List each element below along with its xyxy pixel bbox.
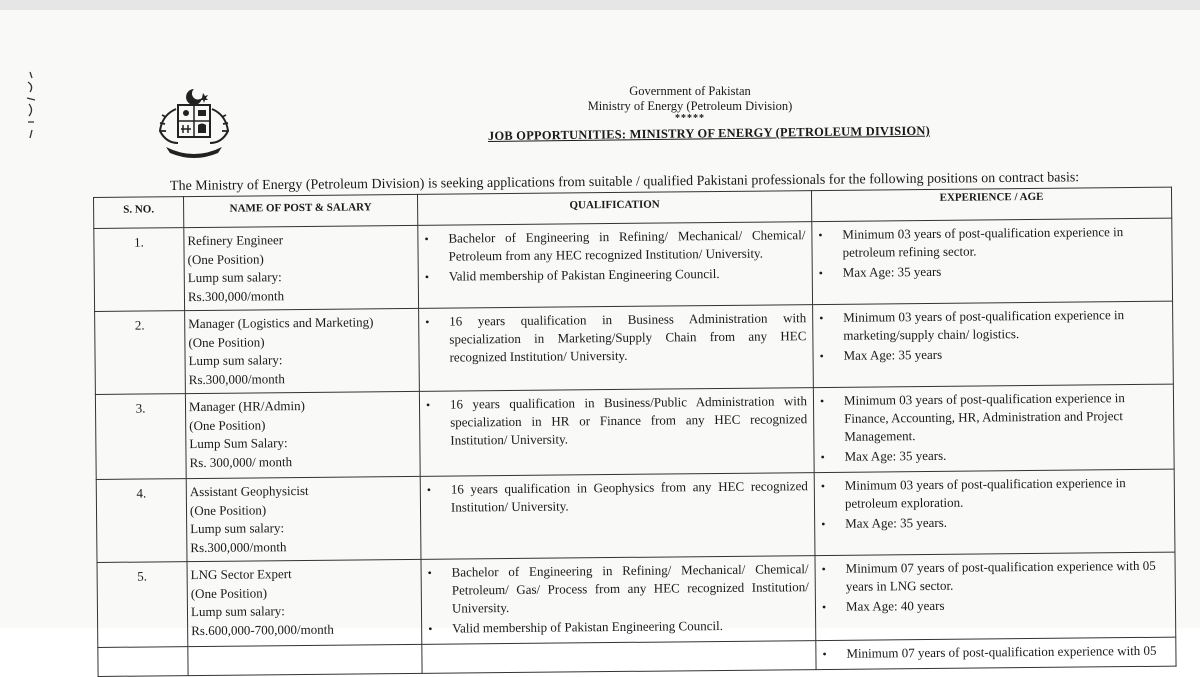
qualification-list [425, 309, 807, 367]
serial-number-cell: 4. [96, 479, 187, 563]
experience-cell [813, 301, 1174, 387]
post-salary-cell [186, 476, 421, 561]
document-title: JOB OPPORTUNITIES: MINISTRY OF ENERGY (PETROLEUM DIVISION) [487, 123, 931, 143]
bullet-icon: • [819, 348, 824, 364]
qualification-item [427, 477, 808, 517]
qualification-cell [419, 305, 814, 392]
qualification-cell [421, 556, 816, 645]
qualification-cell [418, 222, 813, 309]
experience-text: Max Age: 40 years [845, 597, 945, 614]
positions-table-wrapper [93, 187, 1176, 677]
qualification-cell [422, 641, 816, 674]
qualification-text: 16 years qualification in Business Administration with specialization in Marketing/Supply Chain from any HEC recognized Institution/ University. [449, 310, 807, 365]
qualification-text: Bachelor of Engineering in Refining/ Mechanical/ Chemical/ Petroleum from any HEC recognized Institution/ University. [448, 227, 806, 264]
experience-text: Minimum 03 years of post-qualification experience in Finance, Accounting, HR, Administration and Project Management. [843, 390, 1125, 444]
bullet-icon: • [818, 227, 823, 243]
column-header-post: NAME OF POST & SALARY [184, 194, 418, 227]
experience-list [818, 223, 1166, 282]
post-line: (One Position) [189, 501, 267, 518]
serial-number-cell: 3. [95, 394, 186, 480]
experience-cell [816, 637, 1176, 669]
post-line: Lump sum salary: [190, 520, 285, 537]
experience-text: Max Age: 35 years. [845, 514, 948, 531]
qualification-list [428, 560, 810, 638]
bullet-icon: • [428, 621, 433, 636]
bullet-icon: • [819, 393, 825, 409]
post-line: (One Position) [188, 333, 265, 350]
bullet-icon: • [821, 516, 826, 532]
qualification-item [428, 560, 810, 618]
bullet-icon: • [818, 265, 824, 281]
government-emblem-logo [150, 85, 238, 163]
experience-cell [815, 552, 1176, 640]
qualification-item [426, 392, 808, 450]
experience-text: Minimum 03 years of post-qualification experience in petroleum refining sector. [842, 224, 1124, 260]
serial-number-cell [98, 647, 188, 677]
serial-number-cell: 1. [94, 228, 185, 312]
bullet-icon: • [425, 314, 430, 329]
experience-item [819, 261, 1166, 282]
post-line: LNG Sector Expert [190, 566, 292, 583]
handwritten-marks [22, 70, 46, 150]
post-line: Rs.300,000/month [187, 287, 285, 304]
experience-item [822, 642, 1169, 663]
post-salary-cell [187, 559, 422, 646]
experience-item [822, 557, 1169, 596]
post-line: Lump Sum Salary: [189, 435, 288, 452]
table-row [95, 384, 1174, 479]
bullet-icon: • [427, 565, 432, 580]
experience-item [821, 512, 1168, 533]
post-salary-cell [185, 391, 420, 478]
qualification-list [424, 226, 806, 286]
experience-item [819, 344, 1166, 365]
bullet-icon: • [820, 449, 825, 465]
serial-number-cell: 5. [97, 562, 188, 648]
scan-top-edge [0, 0, 1200, 10]
experience-text: Max Age: 35 years. [844, 447, 947, 464]
bullet-icon: • [822, 646, 827, 662]
qualification-text: 16 years qualification in Geophysics from any HEC recognized Institution/ University. [450, 478, 808, 515]
experience-item [820, 389, 1168, 446]
experience-cell [813, 384, 1174, 472]
experience-cell [812, 218, 1173, 304]
qualification-item [425, 309, 807, 367]
experience-list [821, 474, 1169, 533]
experience-text: Max Age: 35 years [843, 346, 943, 363]
bullet-icon: • [821, 599, 827, 615]
bullet-icon: • [425, 397, 431, 412]
post-line: Assistant Geophysicist [189, 482, 309, 500]
column-header-qualification: QUALIFICATION [417, 191, 811, 226]
post-line: Refinery Engineer [187, 232, 284, 249]
qualification-list [427, 477, 808, 517]
post-line: Lump sum salary: [190, 603, 285, 620]
table-row [96, 469, 1175, 562]
experience-text: Minimum 03 years of post-qualification experience in petroleum exploration. [844, 475, 1126, 511]
post-line: (One Position) [189, 416, 266, 433]
table-body [94, 218, 1176, 676]
table-row [94, 218, 1173, 311]
post-line: Rs.300,000/month [188, 370, 285, 387]
experience-text: Minimum 07 years of post-qualification experience with 05 years in LNG sector. [845, 557, 1156, 594]
government-heading: Government of Pakistan [629, 84, 751, 98]
qualification-text: Valid membership of Pakistan Engineering Council. [448, 265, 720, 284]
qualification-item [425, 264, 806, 286]
qualification-item [428, 616, 809, 638]
experience-item [821, 474, 1168, 513]
post-line: (One Position) [190, 584, 268, 601]
ministry-heading: Ministry of Energy (Petroleum Division) [587, 99, 793, 113]
post-salary-cell [184, 225, 419, 310]
experience-item [820, 445, 1167, 466]
experience-list [819, 306, 1167, 365]
experience-cell [814, 469, 1175, 555]
post-line: Rs.300,000/month [190, 538, 287, 555]
experience-item [818, 223, 1165, 262]
experience-text: Minimum 07 years of post-qualification experience with 05 [846, 642, 1157, 661]
qualification-text: Valid membership of Pakistan Engineering Council. [452, 617, 724, 636]
post-line: Manager (Logistics and Marketing) [188, 314, 374, 332]
bullet-icon: • [426, 482, 432, 497]
table-row [95, 301, 1174, 394]
experience-item [822, 595, 1169, 616]
qualification-item [424, 226, 805, 266]
experience-list [822, 557, 1170, 616]
experience-list [820, 389, 1168, 466]
qualification-list [426, 392, 808, 450]
experience-text: Max Age: 35 years [842, 263, 942, 280]
experience-item [819, 306, 1166, 345]
qualification-list [428, 645, 809, 649]
serial-number-cell: 2. [95, 311, 186, 395]
qualification-text: 16 years qualification in Business/Public Administration with specialization in HR or Finance from any HEC recognized Institution/ University. [449, 393, 808, 448]
post-line: Rs.600,000-700,000/month [191, 621, 334, 638]
table-row [97, 552, 1176, 647]
positions-table [93, 187, 1177, 677]
post-line: Lump sum salary: [188, 352, 283, 369]
qualification-cell [419, 388, 814, 477]
post-line: Lump sum salary: [187, 269, 282, 286]
bullet-icon: • [424, 269, 430, 284]
qualification-cell [420, 473, 815, 560]
bullet-icon: • [820, 478, 826, 494]
stars-divider: ***** [675, 113, 705, 124]
post-line: Rs. 300,000/ month [189, 453, 293, 470]
post-line: Manager (HR/Admin) [188, 397, 305, 415]
qualification-text: Bachelor of Engineering in Refining/ Mechanical/ Chemical/ Petroleum/ Gas/ Process from any HEC recognized Institution/ University. [451, 561, 809, 616]
experience-list [822, 642, 1169, 663]
intro-paragraph: The Ministry of Energy (Petroleum Division) is seeking applications from suitable / qualified Pakistani professionals for the following positions on contract basis: [169, 170, 1080, 194]
post-salary-cell [188, 644, 422, 675]
post-line: (One Position) [187, 250, 264, 267]
post-salary-cell [185, 308, 420, 393]
bullet-icon: • [424, 231, 429, 246]
column-header-experience: EXPERIENCE / AGE [811, 187, 1171, 221]
bullet-icon: • [821, 561, 826, 577]
column-header-sno: S. NO. [94, 197, 184, 229]
experience-text: Minimum 03 years of post-qualification experience in marketing/supply chain/ logistics. [843, 307, 1125, 343]
bullet-icon: • [819, 310, 824, 326]
